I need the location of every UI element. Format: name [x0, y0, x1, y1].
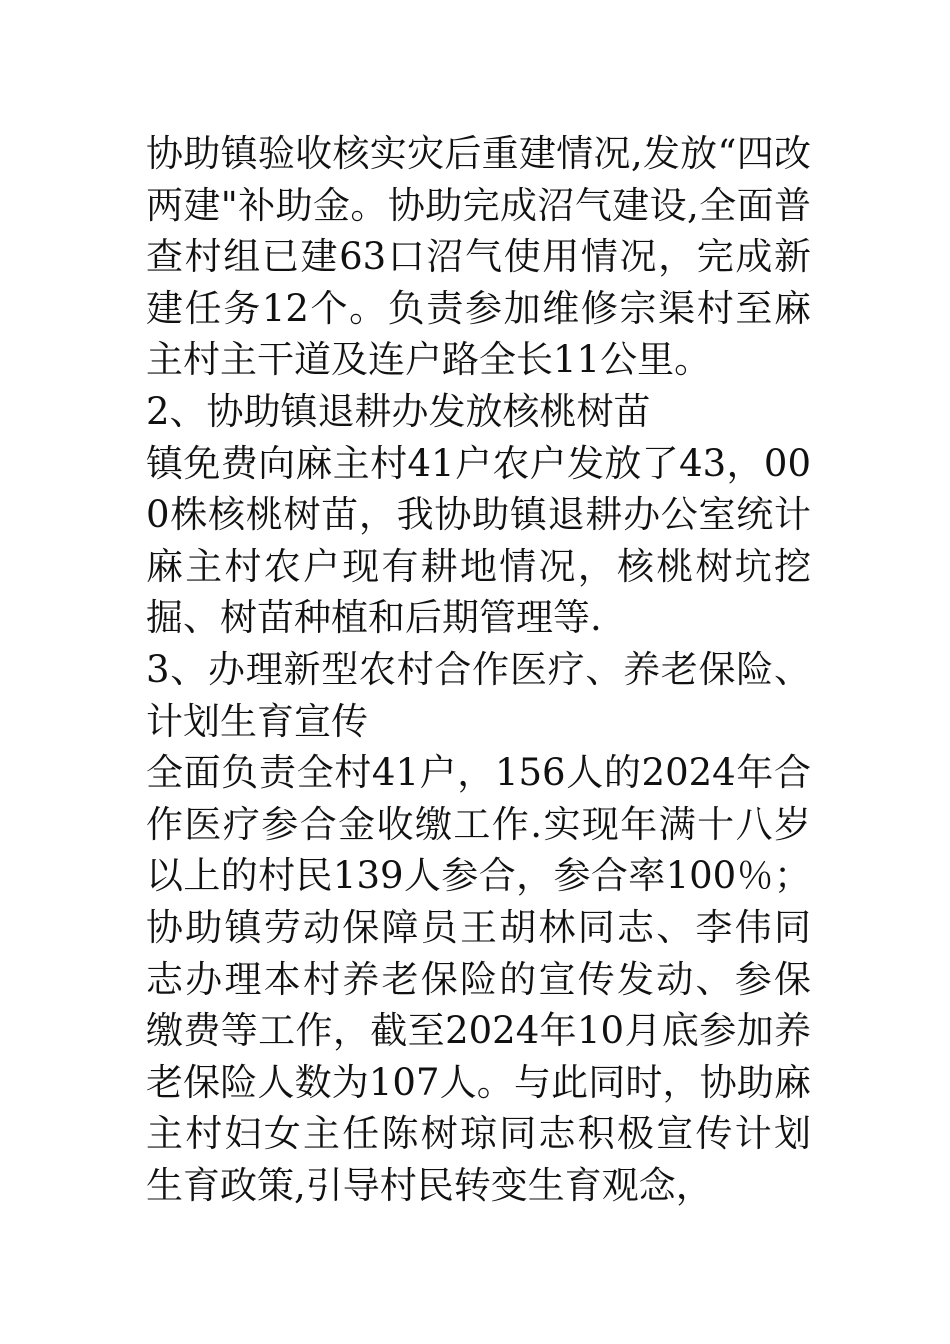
section-heading-medical-pension-family-planning: 3、办理新型农村合作医疗、养老保险、计划生育宣传: [146, 647, 811, 743]
paragraph-walnut-seedlings: 镇免费向麻主村41户农户发放了43，000株核桃树苗，我协助镇退耕办公室统计麻主村农户现有耕地情况，核桃树坑挖掘、树苗种植和后期管理等.: [146, 441, 811, 640]
document-body: [146, 128, 811, 1211]
section-heading-walnut-seedlings: 2、协助镇退耕办发放核桃树苗: [146, 389, 651, 433]
paragraph-medical-pension-family-planning: 全面负责全村41户，156人的2024年合作医疗参合金收缴工作.实现年满十八岁以上的村民139人参合，参合率100％；协助镇劳动保障员王胡林同志、李伟同志办理本村养老保险的宣传发动、参保缴费等工作，截至2024年10月底参加养老保险人数为107人。与此同时，协助麻主村妇女主任陈树琼同志积极宣传计划生育政策,引导村民转变生育观念，: [146, 751, 811, 1207]
paragraph-reconstruction-work: 协助镇验收核实灾后重建情况,发放“四改两建"补助金。协助完成沼气建设,全面普查村组已建63口沼气使用情况，完成新建任务12个。负责参加维修宗渠村至麻主村主干道及连户路全长11公里。: [146, 132, 811, 382]
